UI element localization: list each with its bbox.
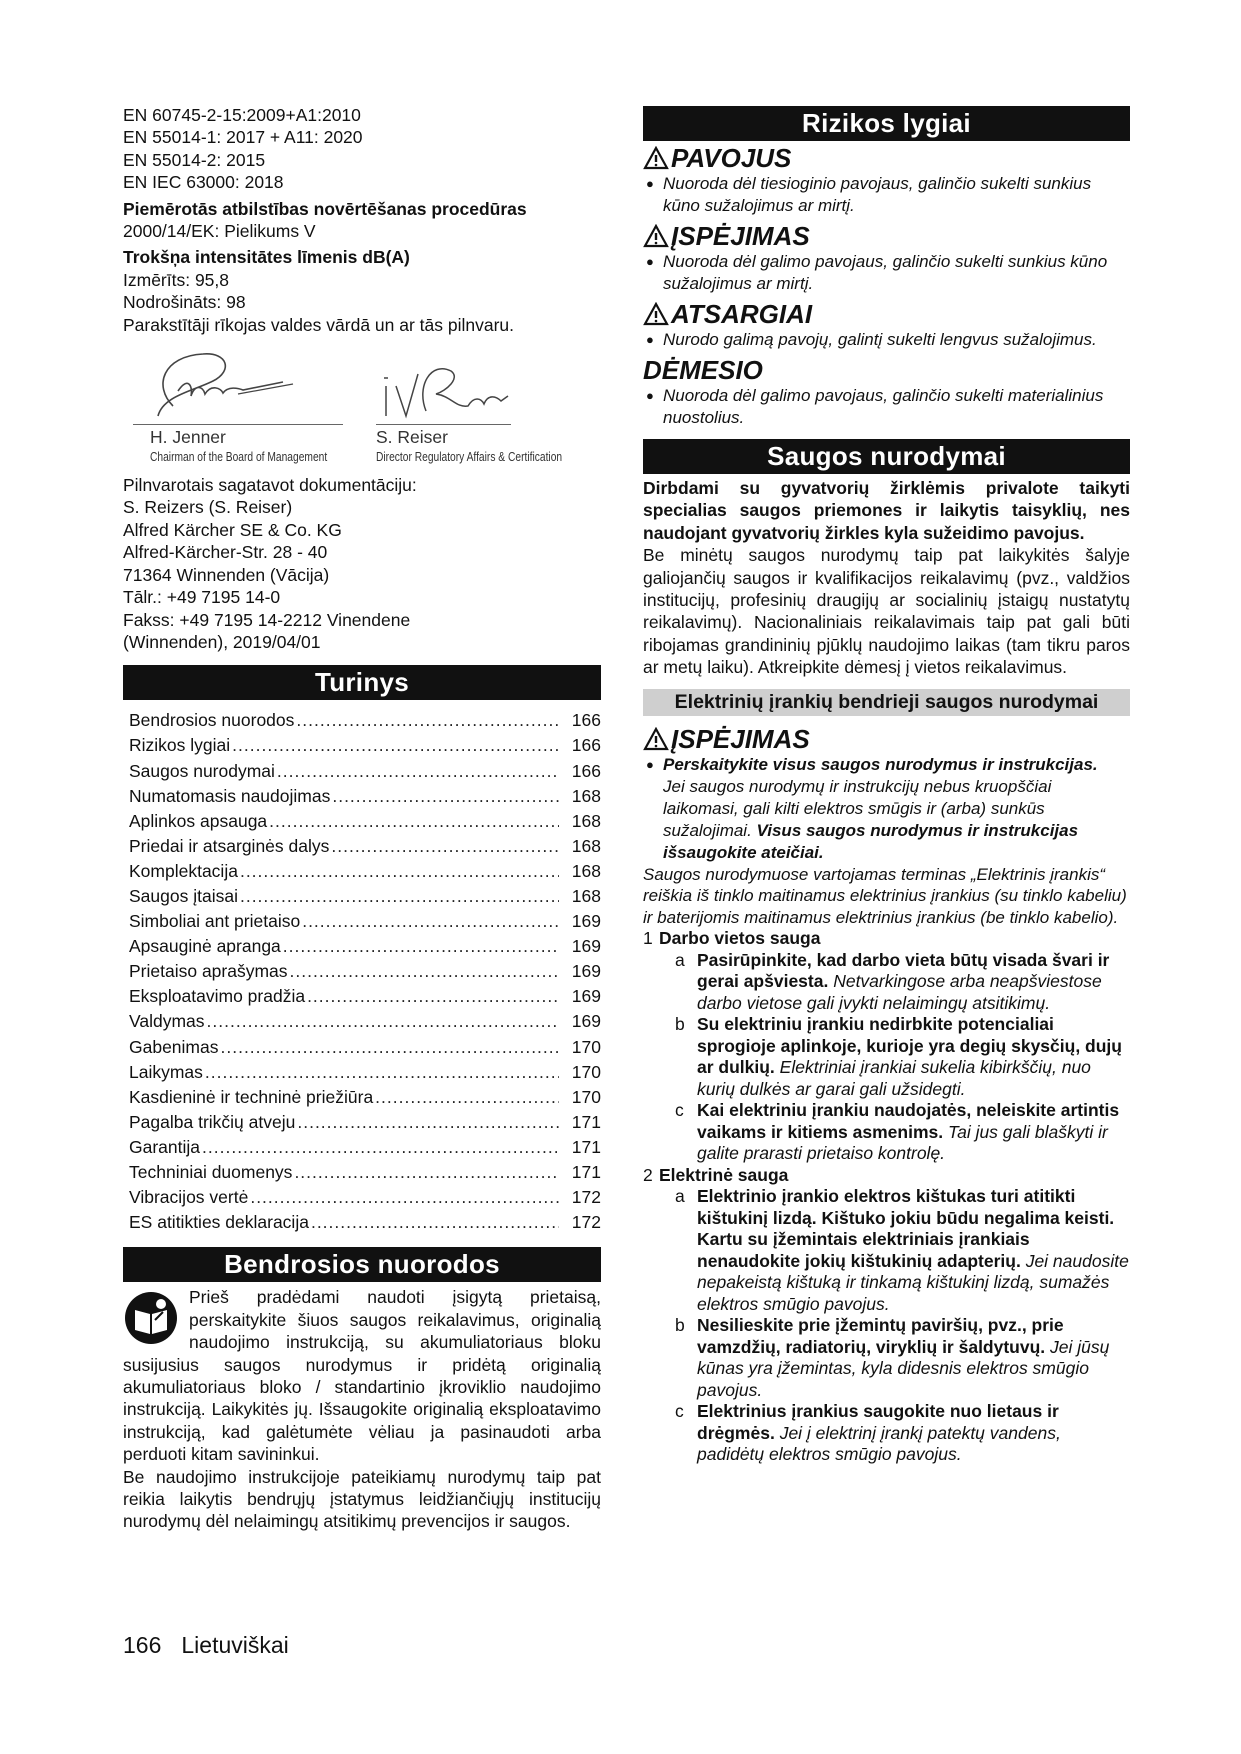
toc-leader-dots [207,1009,559,1034]
electric-tools-heading: Elektrinių įrankių bendrieji saugos nurodymai [643,689,1130,716]
signature-reiser-image [376,346,516,426]
warning-triangle-icon [643,224,669,248]
toc-entry-title: Gabenimas [129,1036,219,1057]
hazard-label-danger [643,143,1130,173]
hazard-description: ● Nuoroda dėl galimo pavojaus, galinčio sukelti materialinius nuostolius. [643,385,1130,429]
section-item [643,1186,1130,1315]
section-number: 2 [643,1164,653,1185]
page-number: 166 [123,1632,162,1658]
toc-entry-title: Prietaiso aprašymas [129,961,288,982]
section-heading [643,1165,1130,1187]
noise-guaranteed: Nodrošināts: 98 [123,292,246,313]
section-heading [643,928,1130,950]
toc-entry [129,859,601,884]
toc-entry-title: Pagalba trikčių atveju [129,1111,296,1132]
toc-entry [129,759,601,784]
toc-entry [129,1009,601,1034]
section-title: Elektrinė sauga [659,1164,789,1185]
toc-entry [129,1160,601,1185]
risk-heading: Rizikos lygiai [643,106,1130,141]
section-item-bold: Elektrinius įrankius saugokite nuo lietaus ir drėgmės. [697,1401,1059,1443]
hazard-label-text: ĮSPĖJIMAS [671,723,810,754]
warning-bullet-text [663,754,1098,776]
toc-entry [129,809,601,834]
toc-entry-page: 172 [571,1187,601,1208]
toc-entry-title: Saugos nurodymai [129,760,275,781]
toc-entry-title: ES atitikties deklaracija [129,1212,309,1233]
section-item [643,1100,1130,1165]
toc-entry-page: 168 [571,860,601,881]
hazard-description-text: Nuoroda dėl galimo pavojaus, galinčio sukelti sunkius kūno sužalojimus ar mirtį. [663,252,1108,293]
safety-heading: Saugos nurodymai [643,439,1130,474]
toc-leader-dots [302,909,559,934]
toc-entry-page: 170 [571,1061,601,1082]
toc-entry-title: Apsauginė apranga [129,936,281,957]
toc-entry-title: Techniniai duomenys [129,1162,293,1182]
toc-leader-dots [307,984,559,1009]
hazard-label-warning [643,724,1130,754]
hazard-description: ● Nuoroda dėl galimo pavojaus, galinčio sukelti sunkius kūno sužalojimus ar mirtį. [643,251,1130,295]
toc-leader-dots [202,1135,559,1160]
sign-note: Parakstītāji rīkojas valdes vārdā un ar tās pilnvaru. [123,314,515,335]
safety-intro: Dirbdami su gyvatvorių žirklėmis privalote taikyti specialias saugos priemones ir laikytis taisyklių, nes naudojant gyvatvorių žirkles kyla sužeidimo pavojus. [643,478,1130,543]
table-of-contents [123,708,601,1235]
toc-entry [129,884,601,909]
procedure-value: 2000/14/EK: Pielikums V [123,221,316,242]
section-item-body [697,1100,1130,1165]
toc-entry [129,1085,601,1110]
section-number: 1 [643,928,653,949]
hazard-description: ● Nurodo galimą pavojų, galintį sukelti lengvus sužalojimus. [646,330,1097,349]
toc-leader-dots [240,859,559,884]
toc-entry-title: Komplektacija [129,860,238,881]
toc-entry-page: 169 [571,911,601,932]
toc-leader-dots [283,934,559,959]
toc-entry [129,1035,601,1060]
address-line: Pilnvarotais sagatavot dokumentāciju: [123,475,417,496]
toc-entry-title: Vibracijos vertė [129,1187,249,1208]
toc-entry-page: 171 [571,1162,601,1182]
warning-triangle-icon [643,146,669,170]
page-footer [123,1632,309,1659]
hazard-label-text: DĖMESIO [643,355,763,385]
hazard-description-text: Nuoroda dėl tiesioginio pavojaus, galinčio sukelti sunkius kūno sužalojimus ar mirtį. [663,174,1092,215]
section-item-text: Netvarkingose arba neapšviestose darbo vietose gali įvykti nelaimingų atsitikimų. [697,971,1102,1013]
toc-leader-dots [297,1110,559,1135]
toc-leader-dots [311,1210,559,1235]
section-item [643,1315,1130,1401]
section-item-bold: Kai elektriniu įrankiu naudojatės, neleiskite artintis vaikams ir kitiems asmenims. [697,1100,1120,1142]
toc-entry-page: 166 [571,710,601,731]
toc-entry [129,1110,601,1135]
right-column [643,106,1130,1466]
section-item-bold: Nesilieskite prie įžemintų paviršių, pvz., prie vamzdžių, radiatorių, viryklių ir šaldytuvų. [697,1315,1064,1357]
toc-entry-title: Numatomasis naudojimas [129,785,331,806]
section-item-text: Tai jus gali blaškyti ir galite prarasti prietaiso kontrolę. [697,1121,1108,1164]
toc-entry [129,708,601,733]
toc-entry-page: 168 [571,810,601,831]
toc-leader-dots [294,1160,559,1185]
toc-leader-dots [240,884,559,909]
general-section [123,1286,601,1532]
toc-entry-title: Simboliai ant prietaiso [129,911,301,932]
section-title: Darbo vietos sauga [659,928,821,949]
toc-entry-page: 172 [571,1212,601,1233]
toc-leader-dots [232,733,559,758]
toc-entry [129,1135,601,1160]
hazard-label-text: ĮSPĖJIMAS [671,221,810,251]
toc-entry-title: Aplinkos apsauga [129,810,268,831]
warning-explanation-text: Jei saugos nurodymų ir instrukcijų nebus kruopščiai laikomasi, gali kilti elektros smūgis ir (arba) sunkūs sužalojimai. [663,776,1052,840]
toc-entry-page: 169 [571,936,601,957]
section-item-letter: a [675,1186,685,1207]
address-block [123,474,601,653]
signature-jenner [133,346,303,426]
hazard-description: ● Nuoroda dėl tiesioginio pavojaus, galinčio sukelti sunkius kūno sužalojimus ar mirtį. [643,173,1130,217]
toc-leader-dots [205,1060,559,1085]
toc-entry-title: Garantija [129,1136,201,1157]
toc-leader-dots [269,809,559,834]
toc-entry [129,1185,601,1210]
toc-entry-page: 171 [571,1111,601,1132]
left-column [123,104,601,1533]
signature-jenner-image [133,346,303,426]
safety-sections [643,928,1130,1466]
hazard-label-text: PAVOJUS [671,143,792,173]
general-heading: Bendrosios nuorodos [123,1247,601,1282]
toc-entry-page: 169 [571,1011,601,1032]
section-item-body [697,1315,1130,1401]
signatures [123,346,601,466]
section-item-letter: b [675,1315,685,1336]
noise-title: Trokšņa intensitātes līmenis dB(A) [123,247,410,268]
section-item [643,1014,1130,1100]
section-item-letter: a [675,949,685,970]
address-line: (Winnenden), 2019/04/01 [123,631,321,652]
warning-triangle-icon [643,727,669,751]
general-paragraph-1: Prieš pradėdami naudoti įsigytą prietaisą, perskaitykite šiuos saugos reikalavimus, originalią naudojimo instrukciją, su akumuliatoriaus bloku susijusius saugos nurodymus ir pridėtą originalią akumuliatoriaus bloko / standartinio įkroviklio naudojimo instrukciją. Laikykitės jų. Išsaugokite originalią eksploatavimo instrukciją, kad galėtumėte vėliau ja pasinaudoti arba perduoti kitam savininkui. [123,1287,601,1465]
hazard-description-text: Nuoroda dėl galimo pavojaus, galinčio sukelti materialinius nuostolius. [663,386,1104,427]
section-item-letter: c [675,1100,684,1121]
toc-entry-page: 166 [571,735,601,756]
section-item-text: Jei jūsų kūnas yra įžemintas, kyla didesnis elektros smūgio pavojus. [697,1336,1110,1400]
section-item-text: Jei į elektrinį įrankį patektų vandens, padidėtų elektros smūgio pavojus. [697,1422,1061,1465]
standards-list [123,104,601,194]
toc-leader-dots [290,959,559,984]
address-line: Tālr.: +49 7195 14-0 [123,587,281,608]
warning-explanation-bold: Visus saugos nurodymus ir instrukcijas išsaugokite ateičiai. [663,820,1079,862]
toc-entry-title: Laikymas [129,1061,203,1082]
address-line: Alfred Kärcher SE & Co. KG [123,519,342,540]
term-definition: Saugos nurodymuose vartojamas terminas „Elektrinis įrankis“ reiškia iš tinklo maitinamus elektrinius įrankius (su tinklo kabeliu) ir baterijomis maitinamus elektrinius įrankius (be tinklo kabelio). [643,864,1127,927]
warning-bullet: ● Perskaitykite visus saugos nurodymus ir instrukcijas. [646,754,1098,774]
signer-name: S. Reiser [376,427,448,448]
toc-entry [129,959,601,984]
hazard-label-notice [643,355,1130,385]
toc-leader-dots [277,759,559,784]
toc-entry-page: 168 [571,785,601,806]
hazard-label-warning [643,221,1130,251]
toc-entry-page: 171 [571,1136,601,1157]
toc-entry-title: Rizikos lygiai [129,735,231,756]
address-line: S. Reizers (S. Reiser) [123,497,293,518]
signer-role: Chairman of the Board of Management [150,450,328,465]
toc-entry-page: 168 [571,835,601,856]
section-item-text: Elektriniai įrankiai sukelia kibirkščių, nuo kurių dulkės ar garai gali užsidegti. [697,1057,1091,1099]
page-language: Lietuviškai [181,1632,289,1658]
warning-explanation [643,776,1130,864]
toc-entry [129,1060,601,1085]
warning-bullet-bold: Perskaitykite visus saugos nurodymus ir instrukcijas. [663,754,1098,774]
section-item-bold: Elektrinio įrankio elektros kištukas turi atitikti kištukinį lizdą. Kištuko jokiu būdu negalima keisti. Kartu su įžemintais elektriniais įrankiais nenaudokite jokių kištukinių adapterių. [697,1186,1115,1271]
section-item [643,1401,1130,1466]
standard-line: EN 60745-2-15:2009+A1:2010 [123,105,361,125]
toc-entry-page: 168 [571,885,601,906]
section-item-body [697,1401,1130,1466]
toc-entry-title: Saugos įtaisai [129,885,238,906]
noise-measured: Izmērīts: 95,8 [123,269,230,290]
toc-entry [129,834,601,859]
toc-entry-page: 170 [571,1086,601,1107]
toc-leader-dots [296,708,559,733]
toc-leader-dots [375,1085,559,1110]
section-item-letter: b [675,1014,685,1035]
hazard-label-text: ATSARGIAI [671,299,813,329]
toc-entry [129,733,601,758]
general-paragraph-2: Be naudojimo instrukcijoje pateikiamų nurodymų taip pat reikia laikytis bendrųjų įstatymus leidžiančiųjų institucijų nurodymų dėl nelaimingų atsitikimų prevencijos ir saugos. [123,1466,601,1532]
toc-entry [129,909,601,934]
toc-heading: Turinys [123,665,601,700]
section-item-body [697,950,1130,1015]
risk-levels [643,143,1130,429]
toc-entry-title: Bendrosios nuorodos [129,710,295,731]
procedure-title: Piemērotās atbilstības novērtēšanas procedūras [123,198,527,219]
toc-leader-dots [331,834,559,859]
toc-entry-title: Priedai ir atsarginės dalys [129,835,330,856]
address-line: Fakss: +49 7195 14-2212 Vinendene [123,609,411,630]
toc-entry [129,984,601,1009]
hazard-description-text: Nurodo galimą pavojų, galintį sukelti lengvus sužalojimus. [663,330,1097,349]
standard-line: EN 55014-2: 2015 [123,149,266,170]
section-item-bold: Pasirūpinkite, kad darbo vieta būtų visada švari ir gerai apšviesta. [697,949,1110,992]
section-item-text: Jei naudosite nepakeistą kištuką ir tinkamą kištukinį lizdą, sumažės elektros smūgio pavojus. [697,1250,1129,1314]
signer-name: H. Jenner [150,427,226,448]
toc-entry-title: Eksploatavimo pradžia [129,986,306,1007]
signature-reiser [376,346,516,426]
section-item-bold: Su elektriniu įrankiu nedirbkite potencialiai sprogioje aplinkoje, kurioje yra degių skysčių, dujų ar dulkių. [697,1014,1122,1078]
toc-entry [129,784,601,809]
toc-entry-page: 166 [571,760,601,781]
section-item-body [697,1014,1130,1100]
toc-entry-title: Kasdieninė ir techninė priežiūra [129,1086,374,1107]
toc-entry [129,1210,601,1235]
address-line: 71364 Winnenden (Vācija) [123,564,330,585]
standard-line: EN IEC 63000: 2018 [123,172,284,193]
hazard-label-caution [643,299,1130,329]
toc-leader-dots [250,1185,559,1210]
read-manual-icon [123,1290,179,1346]
section-item-letter: c [675,1401,684,1422]
toc-entry-page: 169 [571,961,601,982]
toc-entry [129,934,601,959]
standard-line: EN 55014-1: 2017 + A11: 2020 [123,127,363,148]
toc-leader-dots [221,1035,560,1060]
toc-entry-page: 169 [571,986,601,1007]
section-item-body [697,1186,1130,1315]
section-item [643,950,1130,1015]
signer-role: Director Regulatory Affairs & Certification [376,450,563,465]
toc-entry-page: 170 [571,1036,601,1057]
warning-triangle-icon [643,302,669,326]
safety-paragraph: Be minėtų saugos nurodymų taip pat laikykitės šalyje galiojančių saugos ir kvalifikacijos reikalavimų (pvz., valdžios institucijų, profesinių draugijų ar socialinių įstaigų nustatytų reikalavimų). Nacionaliniais reikalavimais taip pat gali būti ribojamas grandininių pjūklų naudojimo laikas (tam tikru paros ar metų laiku). Atkreipkite dėmesį į vietos reikalavimus. [643,545,1130,678]
address-line: Alfred-Kärcher-Str. 28 - 40 [123,542,328,563]
toc-entry-title: Valdymas [129,1011,205,1032]
toc-leader-dots [332,784,559,809]
